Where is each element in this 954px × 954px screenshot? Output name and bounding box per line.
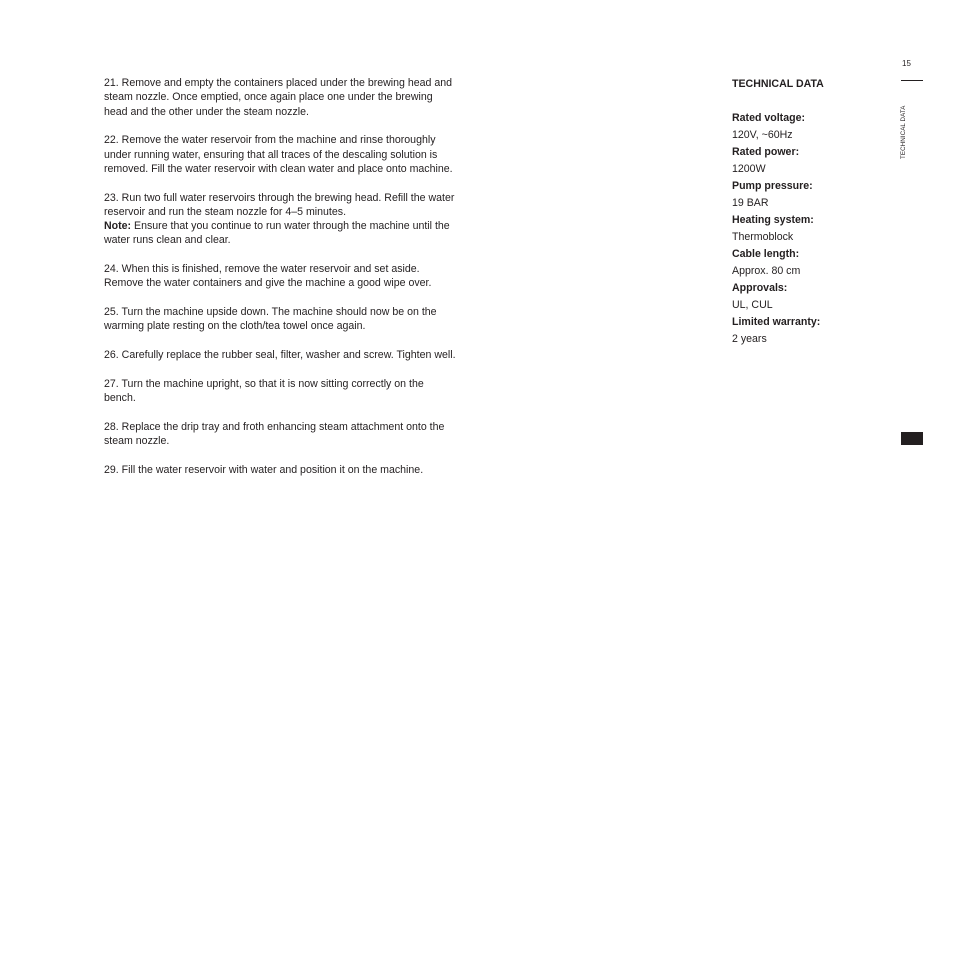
spec-value-pump-pressure: 19 BAR (732, 197, 769, 209)
spec-label-pump-pressure: Pump pressure: (732, 180, 813, 192)
instruction-steps (104, 76, 456, 491)
spec-label-rated-voltage: Rated voltage: (732, 112, 805, 124)
step-22: 22. Remove the water reservoir from the machine and rinse thoroughly under running water, ensuring that all traces of the descaling solution is removed. Fill the water reservoir with clean water and place onto machine. (104, 134, 453, 175)
page-number-rule (901, 80, 923, 81)
section-tab-marker (901, 432, 923, 445)
section-side-label: TECHNICAL DATA (900, 105, 907, 159)
spec-value-rated-voltage: 120V, ~60Hz (732, 129, 793, 141)
technical-data-title: TECHNICAL DATA (732, 78, 824, 90)
step-28: 28. Replace the drip tray and froth enhancing steam attachment onto the steam nozzle. (104, 420, 445, 448)
step-29: 29. Fill the water reservoir with water and position it on the machine. (104, 463, 424, 476)
step-25: 25. Turn the machine upside down. The machine should now be on the warming plate resting on the cloth/tea towel once again. (104, 306, 437, 333)
step-21: 21. Remove and empty the containers placed under the brewing head and steam nozzle. Once emptied, once again place one under the brewing head and the other under the steam nozzle. (104, 77, 453, 118)
spec-label-limited-warranty: Limited warranty: (732, 316, 821, 328)
spec-value-rated-power: 1200W (732, 163, 766, 175)
spec-value-limited-warranty: 2 years (732, 333, 767, 345)
spec-value-heating-system: Thermoblock (732, 231, 794, 243)
step-26: 26. Carefully replace the rubber seal, filter, washer and screw. Tighten well. (104, 349, 456, 362)
spec-label-heating-system: Heating system: (732, 214, 814, 226)
note-label: Note: (104, 220, 132, 233)
spec-label-rated-power: Rated power: (732, 146, 800, 158)
note-text: Ensure that you continue to run water through the machine until the water runs clean and clear. (104, 220, 450, 247)
technical-data-panel (732, 76, 892, 348)
step-24: 24. When this is finished, remove the water reservoir and set aside. Remove the water containers and give the machine a good wipe over. (104, 263, 432, 290)
step-23: 23. Run two full water reservoirs through the brewing head. Refill the water reservoir and run the steam nozzle for 4–5 minutes. Note: Ensure that you continue to run water through the machine until the water runs clean and clear. (104, 191, 455, 247)
page-number: 15 (902, 59, 911, 68)
step-27: 27. Turn the machine upright, so that it is now sitting correctly on the bench. (104, 377, 424, 405)
spec-value-cable-length: Approx. 80 cm (732, 265, 801, 277)
spec-value-approvals: UL, CUL (732, 299, 773, 311)
spec-label-approvals: Approvals: (732, 282, 788, 294)
spec-label-cable-length: Cable length: (732, 248, 800, 260)
